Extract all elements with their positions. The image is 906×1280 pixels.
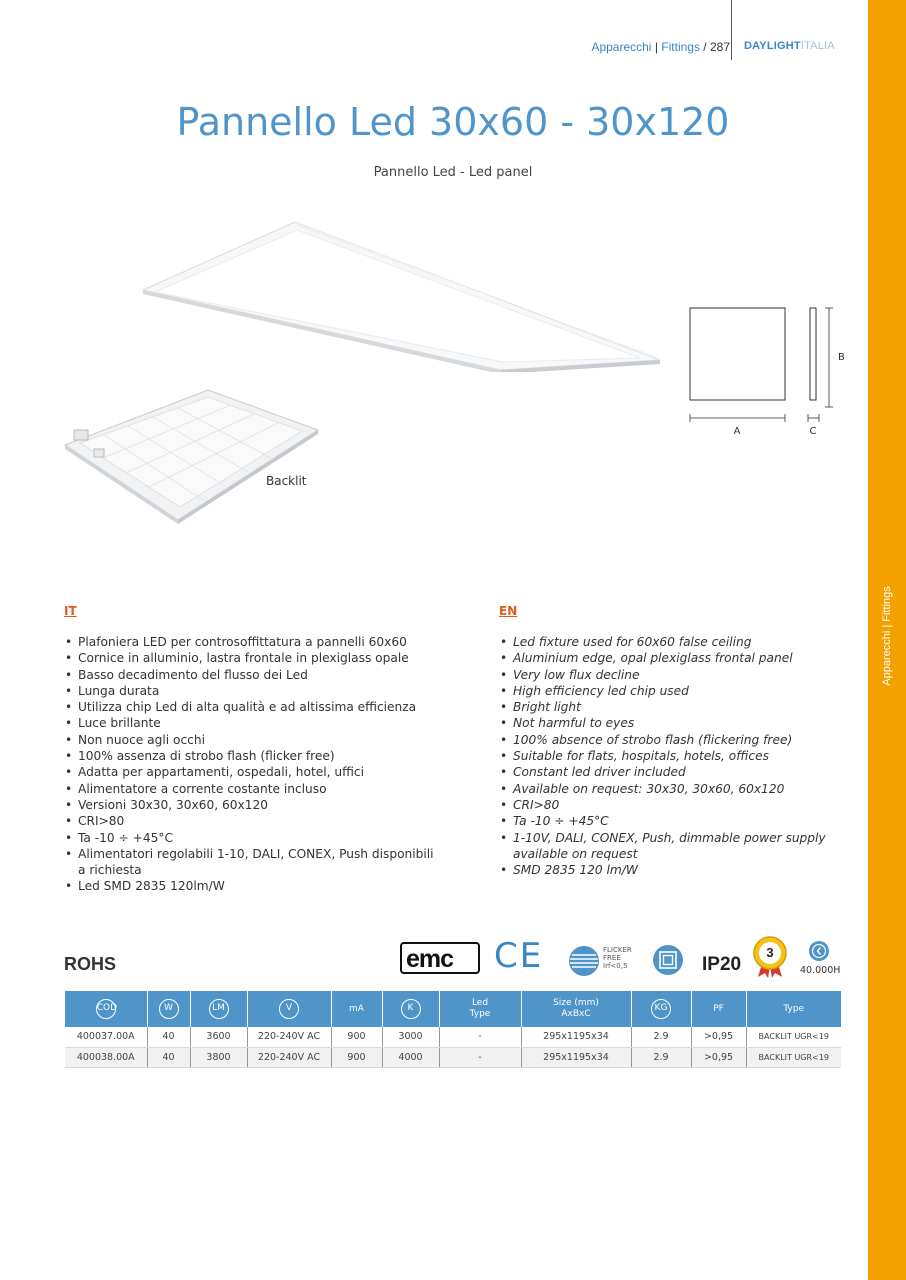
header-size: Size (mm) AxBxC <box>521 991 631 1027</box>
cell-lumen: 3800 <box>190 1047 247 1067</box>
flicker-free-label: FLICKER FREE Irf<0,5 <box>603 946 632 970</box>
list-item: • Plafoniera LED per controsoffittatura a pannelli 60x60 <box>64 634 444 650</box>
cell-size: 295x1195x34 <box>521 1047 631 1067</box>
header-divider <box>731 0 732 60</box>
page-subtitle: Pannello Led - Led panel <box>373 165 533 180</box>
cell-led-type: - <box>439 1027 521 1047</box>
en-heading: EN <box>499 604 518 618</box>
flicker-free-icon <box>568 945 600 977</box>
it-heading: IT <box>64 604 77 618</box>
led-panel-image <box>135 212 665 372</box>
cell-ma: 900 <box>331 1047 382 1067</box>
list-item: • Ta -10 ÷ +45°C <box>64 830 444 846</box>
header-volt-icon: V <box>247 991 331 1027</box>
list-item: • CRI>80 <box>64 813 444 829</box>
list-item: • Led fixture used for 60x60 false ceiling <box>499 634 839 650</box>
table-header-row <box>65 991 841 1027</box>
header-ma: mA <box>331 991 382 1027</box>
list-item: • Aluminium edge, opal plexiglass frontal panel <box>499 650 839 666</box>
ce-mark-icon: CE <box>494 936 544 976</box>
list-item: • 1-10V, DALI, CONEX, Push, dimmable power supply available on request <box>499 830 839 863</box>
cell-pf: >0,95 <box>691 1027 746 1047</box>
emc-logo-icon: emc <box>400 942 480 974</box>
header-pf: PF <box>691 991 746 1027</box>
dimension-b-label: B <box>838 352 845 363</box>
ip-rating: IP20 <box>702 954 742 975</box>
dimension-drawing <box>684 300 854 440</box>
list-item: • Non nuoce agli occhi <box>64 732 444 748</box>
list-item: • 100% assenza di strobo flash (flicker free) <box>64 748 444 764</box>
table-row <box>65 1047 841 1067</box>
cell-pf: >0,95 <box>691 1047 746 1067</box>
list-item: • Led SMD 2835 120lm/W <box>64 878 444 894</box>
it-feature-list <box>64 634 444 895</box>
list-item: • Basso decadimento del flusso dei Led <box>64 667 444 683</box>
cell-size: 295x1195x34 <box>521 1027 631 1047</box>
cell-volt: 220-240V AC <box>247 1027 331 1047</box>
page-title: Pannello Led 30x60 - 30x120 <box>176 100 730 144</box>
double-insulation-icon <box>652 944 684 976</box>
cell-watt: 40 <box>147 1027 190 1047</box>
cell-code: 400038.00A <box>65 1047 147 1067</box>
list-item: • Suitable for flats, hospitals, hotels, offices <box>499 748 839 764</box>
cell-weight: 2.9 <box>631 1027 691 1047</box>
spec-table <box>65 991 841 1068</box>
cell-led-type: - <box>439 1047 521 1067</box>
cell-volt: 220-240V AC <box>247 1047 331 1067</box>
list-item: • Alimentatore a corrente costante incluso <box>64 781 444 797</box>
lifetime-clock-icon <box>808 940 830 962</box>
list-item: • 100% absence of strobo flash (flickering free) <box>499 732 839 748</box>
svg-text:3: 3 <box>766 945 774 960</box>
brand-logo: DAYLIGHTITALIA <box>744 40 835 52</box>
rohs-label: ROHS <box>64 954 117 974</box>
cell-code: 400037.00A <box>65 1027 147 1047</box>
header-kelvin-icon: K <box>382 991 439 1027</box>
list-item: • High efficiency led chip used <box>499 683 839 699</box>
list-item: • CRI>80 <box>499 797 839 813</box>
lifetime-hours: 40.000H <box>800 965 841 976</box>
cell-ma: 900 <box>331 1027 382 1047</box>
header-code-icon: COD <box>65 991 147 1027</box>
warranty-badge-icon <box>752 936 788 978</box>
cell-kelvin: 3000 <box>382 1027 439 1047</box>
header-weight-icon: KG <box>631 991 691 1027</box>
dimension-c-label: C <box>809 426 817 437</box>
cell-weight: 2.9 <box>631 1047 691 1067</box>
list-item: • Very low flux decline <box>499 667 839 683</box>
cell-watt: 40 <box>147 1047 190 1067</box>
backlit-panel-image <box>60 385 320 525</box>
header-type: Type <box>746 991 841 1027</box>
list-item: • Utilizza chip Led di alta qualità e ad altissima efficienza <box>64 699 444 715</box>
backlit-label: Backlit <box>266 474 307 488</box>
page-reference: Apparecchi | Fittings / 287 <box>591 40 730 54</box>
list-item: • Ta -10 ÷ +45°C <box>499 813 839 829</box>
header-lumen-icon: LM <box>190 991 247 1027</box>
table-row <box>65 1027 841 1047</box>
header-watt-icon: W <box>147 991 190 1027</box>
list-item: • Lunga durata <box>64 683 444 699</box>
list-item: • Alimentatori regolabili 1-10, DALI, CONEX, Push disponibili a richiesta <box>64 846 444 879</box>
cell-lumen: 3600 <box>190 1027 247 1047</box>
list-item: • Cornice in alluminio, lastra frontale in plexiglass opale <box>64 650 444 666</box>
dimension-a-label: A <box>733 426 741 437</box>
cell-kelvin: 4000 <box>382 1047 439 1067</box>
list-item: • Not harmful to eyes <box>499 715 839 731</box>
list-item: • Adatta per appartamenti, ospedali, hotel, uffici <box>64 764 444 780</box>
list-item: • SMD 2835 120 lm/W <box>499 862 839 878</box>
list-item: • Versioni 30x30, 30x60, 60x120 <box>64 797 444 813</box>
list-item: • Available on request: 30x30, 30x60, 60x120 <box>499 781 839 797</box>
cell-type: BACKLIT UGR<19 <box>746 1047 841 1067</box>
header-led-type: Led Type <box>439 991 521 1027</box>
en-feature-list <box>499 634 839 878</box>
list-item: • Constant led driver included <box>499 764 839 780</box>
list-item: • Luce brillante <box>64 715 444 731</box>
cell-type: BACKLIT UGR<19 <box>746 1027 841 1047</box>
list-item: • Bright light <box>499 699 839 715</box>
